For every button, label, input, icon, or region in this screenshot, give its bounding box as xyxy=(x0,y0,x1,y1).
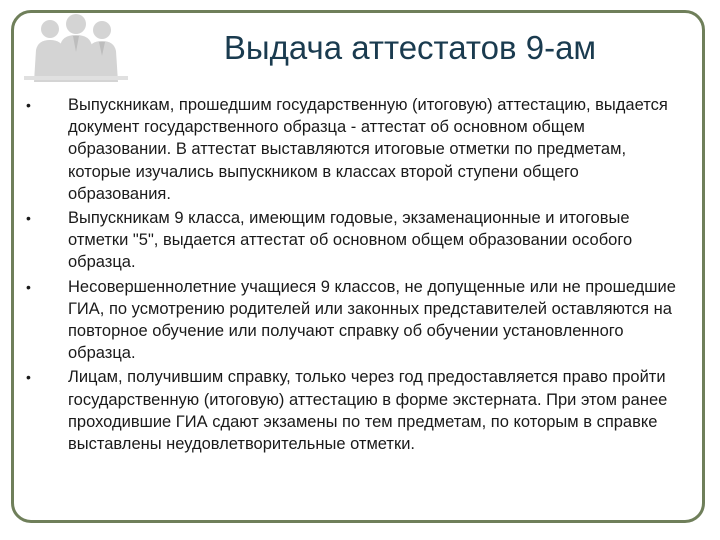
bullet-item xyxy=(26,276,676,365)
bullet-list xyxy=(26,94,676,457)
bullet-item xyxy=(26,366,676,455)
bullet-icon: • xyxy=(26,97,31,113)
people-silhouette-icon xyxy=(16,12,136,84)
bullet-text: Лицам, получившим справку, только через год предоставляется право пройти государственную (итоговую) аттестацию в форме экстерната. При этом ранее проходившие ГИА сдают экзамены по тем предметам, по которым в справке выставлены неудовлетворительные отметки. xyxy=(68,368,668,454)
bullet-text: Выпускникам 9 класса, имеющим годовые, экзаменационные и итоговые отметки "5", выдается аттестат об основном общем образовании особого образца. xyxy=(68,209,633,272)
bullet-icon: • xyxy=(26,369,31,386)
bullet-item xyxy=(26,94,676,205)
bullet-item xyxy=(26,207,676,274)
slide-title: Выдача аттестатов 9-ам xyxy=(223,29,597,66)
bullet-text: Выпускникам, прошедшим государственную (итоговую) аттестацию, выдается документ государственного образца - аттестат об основном общем образовании. В аттестат выставляются итоговые отметки по предметам, которые изучались выпускником в классах второй ступени общего образования. xyxy=(68,96,668,203)
bullet-text: Несовершеннолетние учащиеся 9 классов, не допущенные или не прошедшие ГИА, по усмотрению родителей или законных представителей оставляются на повторное обучение или получают справку об обучении установленного образца. xyxy=(68,277,676,363)
bullet-icon: • xyxy=(26,278,31,295)
bullet-icon: • xyxy=(26,210,31,227)
